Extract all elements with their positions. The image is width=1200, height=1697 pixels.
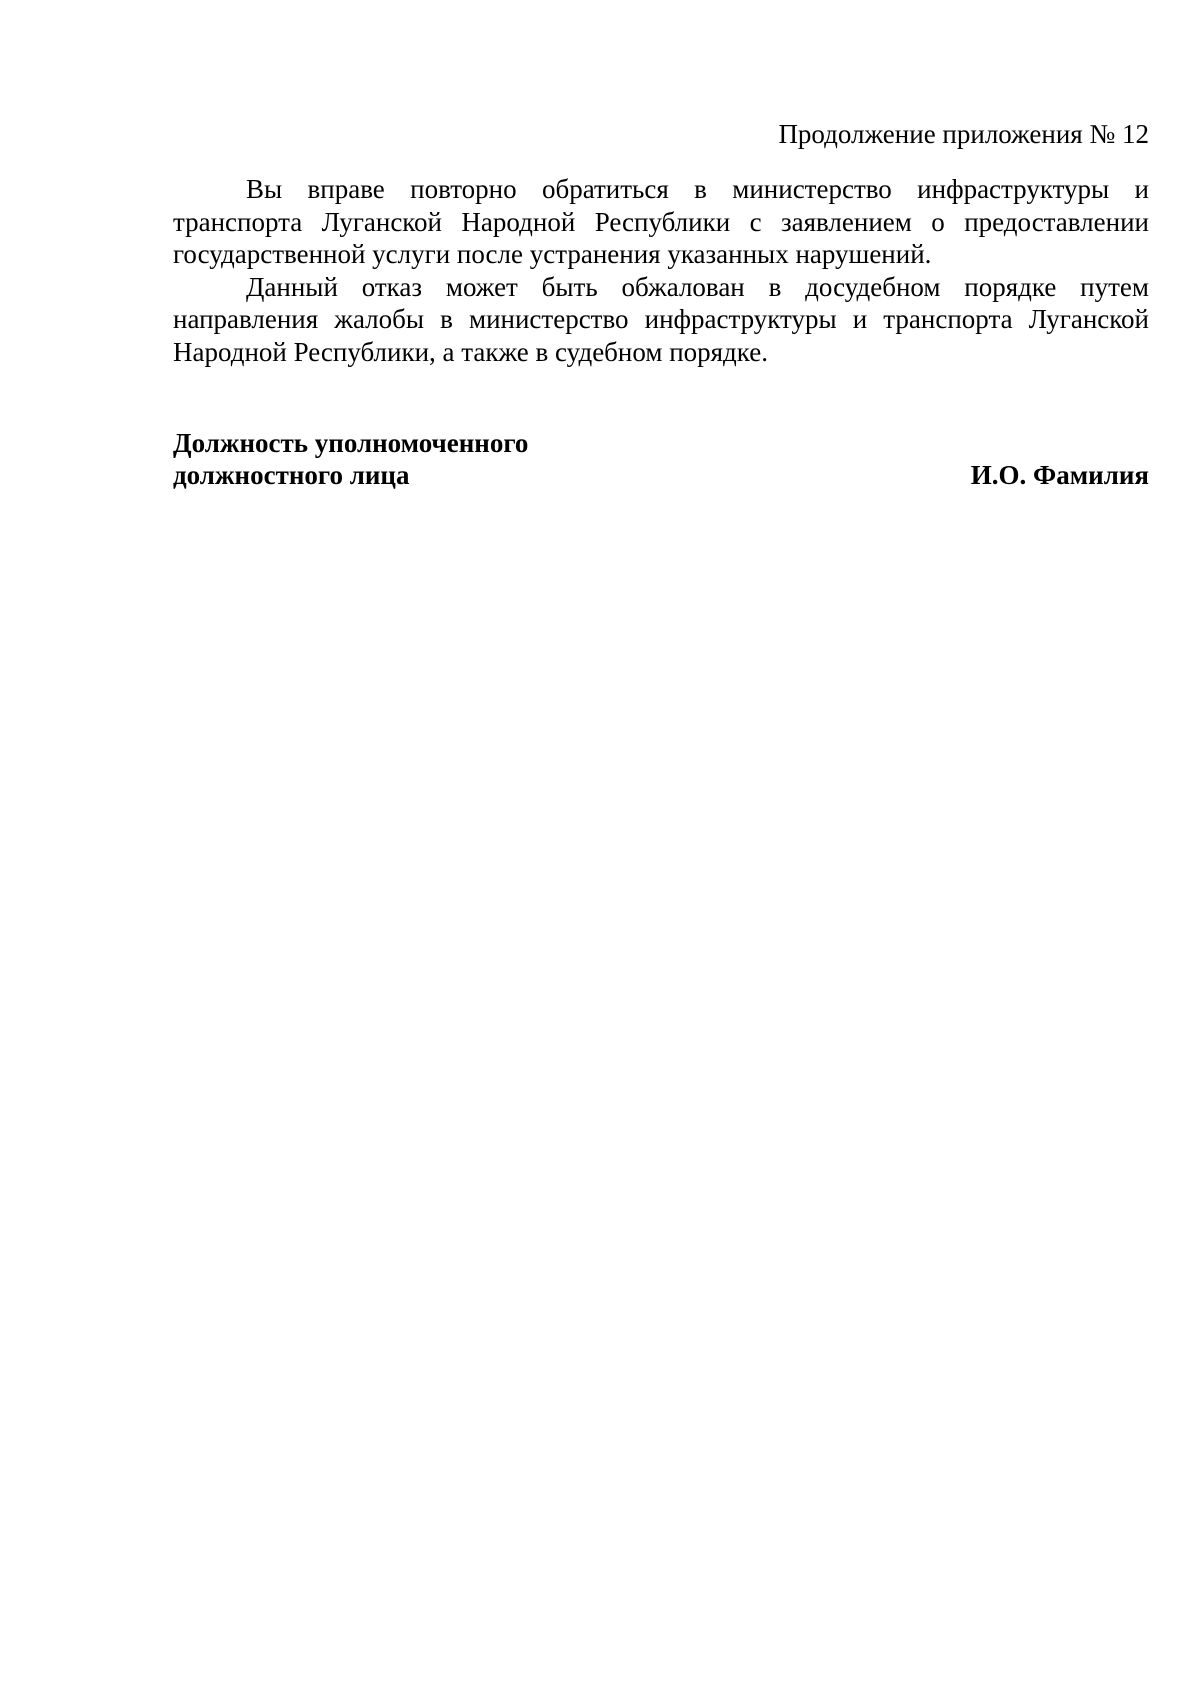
paragraph-appeal: Данный отказ может быть обжалован в досудебном порядке путем направления жалобы в министерство инфраструктуры и транспорта Луганской Народной Республики, а также в судебном порядке.: [173, 271, 1149, 367]
paragraph-reapply: Вы вправе повторно обратиться в министерство инфраструктуры и транспорта Луганской Народной Республики с заявлением о предоставлении государственной услуги после устранения указанных нарушений.: [173, 174, 1149, 269]
document-body: [173, 118, 1149, 491]
signatory-name: И.О. Фамилия: [970, 460, 1149, 490]
signatory-position-line-1: Должность уполномоченного: [173, 428, 529, 458]
appendix-continuation-note: Продолжение приложения № 12: [778, 119, 1149, 149]
signatory-position-line-2: должностного лица: [173, 460, 410, 490]
signature-block: [173, 427, 1149, 491]
signatory-position: [173, 427, 528, 491]
